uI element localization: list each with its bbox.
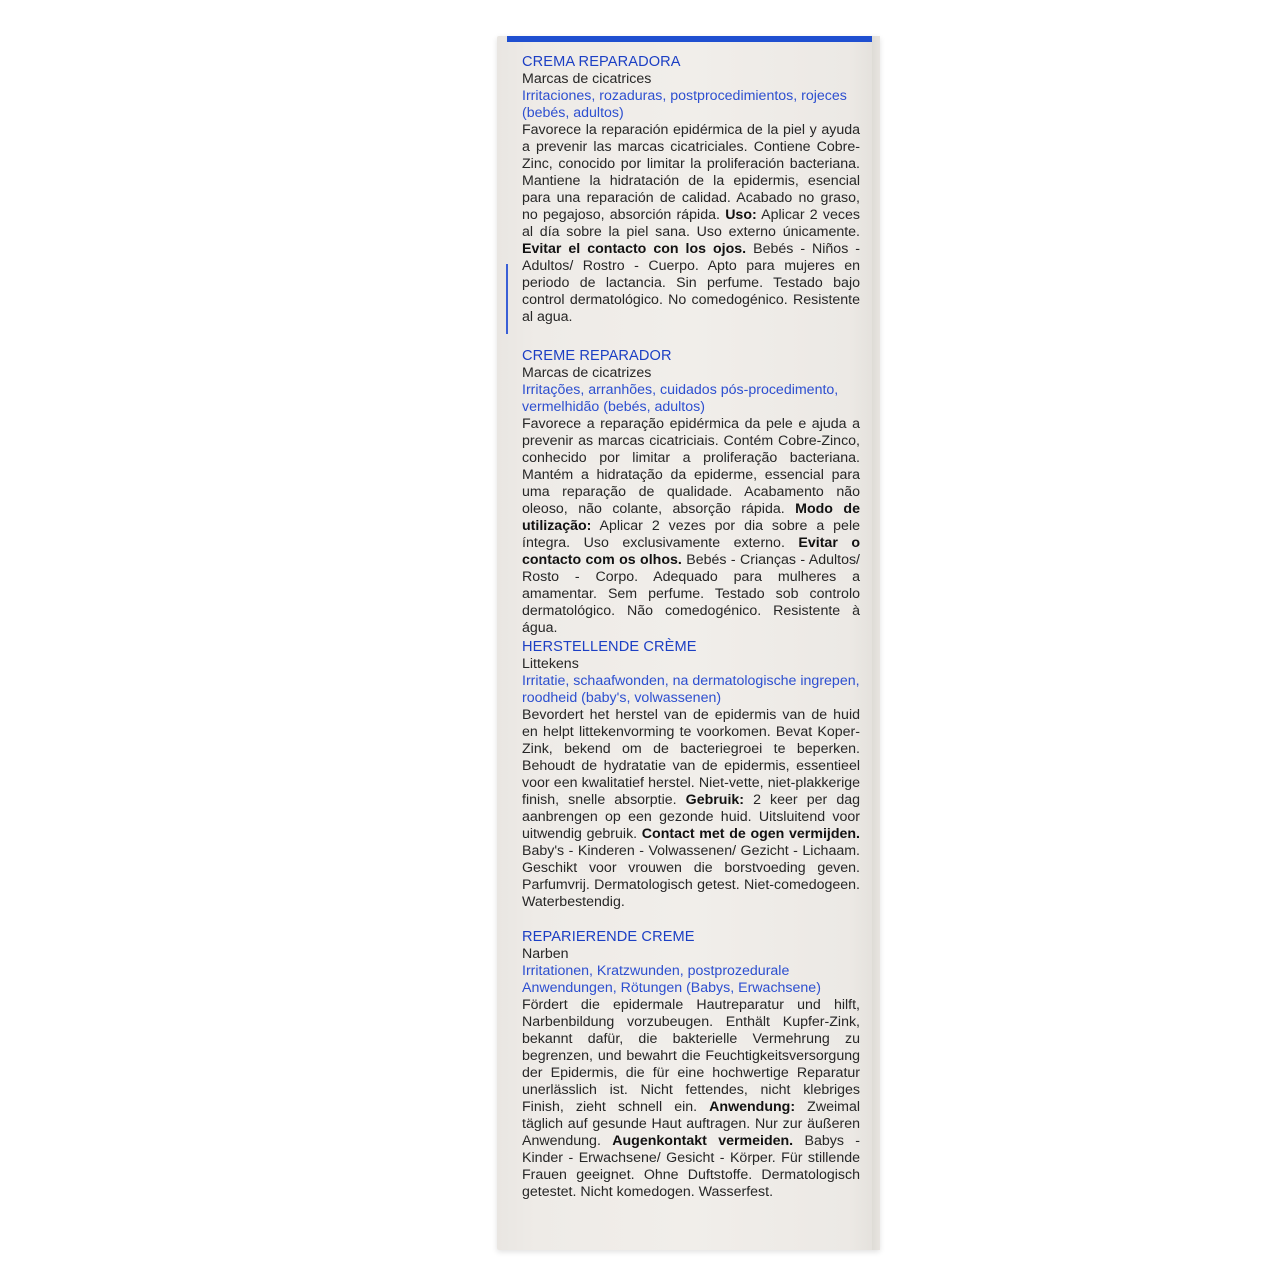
body-text-run: Bebés - Niños - Adultos/ Rostro - Cuerpo. Apto para mujeres en periodo de lactancia. Sin perfume. Testado bajo control dermatológico. No comedogénico. Resistente al agua.	[522, 241, 861, 325]
body-bold-run: Modo de utilização:	[522, 501, 860, 534]
section-nl	[522, 639, 860, 911]
section-indications: Irritações, arranhões, cuidados pós-procedimento, vermelhidão (bebés, adultos)	[522, 382, 839, 415]
section-body	[522, 997, 860, 1201]
body-bold-run: Contact met de ogen vermijden.	[641, 826, 860, 842]
section-indications: Irritationen, Kratzwunden, postprozedurale Anwendungen, Rötungen (Babys, Erwachsene)	[522, 963, 821, 996]
body-text-run: Babys - Kinder - Erwachsene/ Gesicht - Körper. Für stillende Frauen geeignet. Ohne Duftstoffe. Dermatologisch getestet. Nicht komedogen. Wasserfest.	[522, 1133, 861, 1200]
section-pt	[522, 348, 860, 637]
section-body	[522, 122, 860, 326]
section-es	[522, 54, 860, 326]
section-body	[522, 707, 860, 911]
section-subtitle: Marcas de cicatrizes	[522, 365, 652, 381]
body-text-run: Favorece a reparação epidérmica da pele e ajuda a prevenir as marcas cicatriciais. Contém Cobre-Zinco, conhecido por limitar a proliferação bacteriana. Mantém a hidratação da epiderme, essencial para uma reparação de qualidade. Acabamento não oleoso, não colante, absorção rápida.	[522, 416, 860, 517]
body-bold-run: Augenkontakt vermeiden.	[612, 1133, 794, 1149]
body-text-run: Bevordert het herstel van de epidermis van de huid en helpt littekenvorming te voorkomen. Bevat Koper-Zink, bekend om de bacteriegroei te beperken. Behoudt de hydratatie van de epidermis, essentieel voor een kwalitatief herstel. Niet-vette, niet-plakkerige finish, snelle absorptie.	[522, 707, 860, 808]
section-heading: REPARIERENDE CREME	[522, 929, 695, 945]
section-body	[522, 416, 860, 637]
body-text-run: Zweimal täglich auf gesunde Haut auftragen. Nur zur äußeren Anwendung.	[522, 1099, 860, 1149]
section-indications: Irritaciones, rozaduras, postprocedimientos, rojeces (bebés, adultos)	[522, 88, 847, 121]
body-bold-run: Anwendung:	[709, 1099, 796, 1115]
section-subtitle: Narben	[522, 946, 569, 962]
section-subtitle: Marcas de cicatrices	[522, 71, 652, 87]
body-text-run: Bebés - Crianças - Adultos/ Rosto - Corpo. Adequado para mulheres a amamentar. Sem perfume. Testado sob controlo dermatológico. Não comedogénico. Resistente à água.	[522, 552, 860, 636]
box-top-blue-stripe	[507, 36, 880, 42]
body-bold-run: Evitar o contacto com os olhos.	[522, 535, 861, 568]
body-bold-run: Uso:	[725, 207, 757, 223]
body-bold-run: Evitar el contacto con los ojos.	[522, 241, 747, 257]
body-text-run: 2 keer per dag aanbrengen op een gezonde huid. Uitsluitend voor uitwendig gebruik.	[522, 792, 860, 842]
body-bold-run: Gebruik:	[685, 792, 745, 808]
section-heading: CREME REPARADOR	[522, 348, 672, 364]
body-text-run: Aplicar 2 vezes por dia sobre a pele íntegra. Uso exclusivamente externo.	[522, 518, 860, 551]
section-subtitle: Littekens	[522, 656, 579, 672]
body-text-run: Favorece la reparación epidérmica de la piel y ayuda a prevenir las marcas cicatriciales. Contiene Cobre-Zinc, conocido por limitar la proliferación bacteriana. Mantiene la hidratación de la epidermis, esencial para una reparación de calidad. Acabado no graso, no pegajoso, absorción rápida.	[522, 122, 860, 223]
body-text-run: Aplicar 2 veces al día sobre la piel sana. Uso externo únicamente.	[522, 207, 860, 240]
body-text-run: Baby's - Kinderen - Volwassenen/ Gezicht - Lichaam. Geschikt voor vrouwen die borstvoeding geven. Parfumvrij. Dermatologisch getest. Niet-comedogeen. Waterbestendig.	[522, 843, 860, 910]
section-heading: HERSTELLENDE CRÈME	[522, 639, 697, 655]
box-edge-blue-mark	[506, 264, 508, 334]
box-side-edge	[872, 36, 880, 1250]
section-de	[522, 929, 860, 1201]
body-text-run: Fördert die epidermale Hautreparatur und hilft, Narbenbildung vorzubeugen. Enthält Kupfer-Zink, bekannt dafür, die bakterielle Vermehrung zu begrenzen, und bewahrt die Feuchtigkeitsversorgung der Epidermis, die für eine hochwertige Reparatur unerlässlich ist. Nicht fettendes, nicht klebriges Finish, zieht schnell ein.	[522, 997, 860, 1115]
section-heading: CREMA REPARADORA	[522, 54, 681, 70]
section-indications: Irritatie, schaafwonden, na dermatologische ingrepen, roodheid (baby's, volwassenen)	[522, 673, 860, 706]
